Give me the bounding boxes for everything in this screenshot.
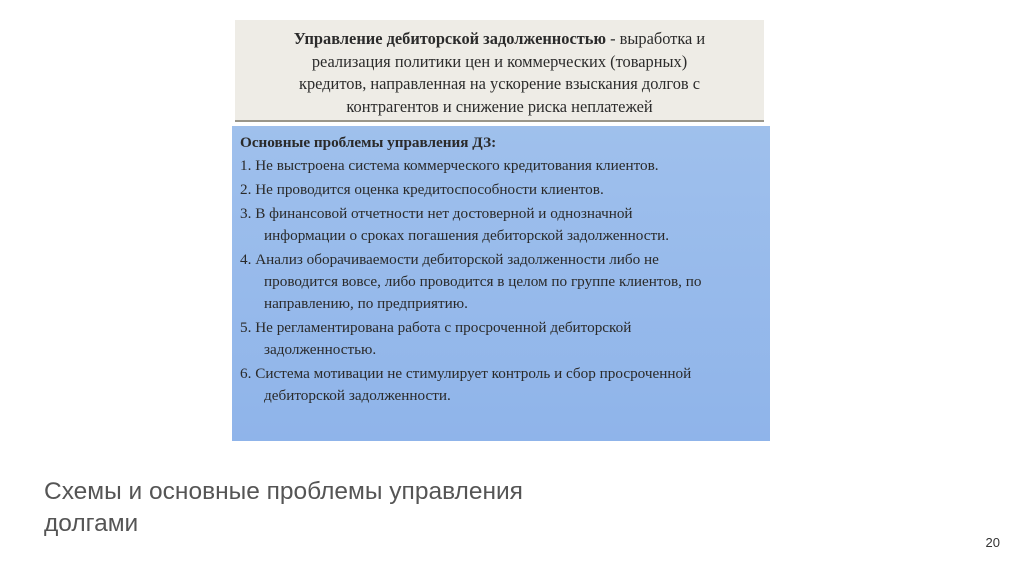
problem-item-1 bbox=[240, 155, 760, 177]
problem-item-continuation: дебиторской задолженности. bbox=[264, 387, 451, 404]
problem-item-continuation: проводится вовсе, либо проводится в целом по группе клиентов, по bbox=[264, 273, 702, 290]
caption-line-2: долгами bbox=[44, 510, 139, 537]
caption-line-1: Схемы и основные проблемы управления bbox=[44, 478, 523, 505]
problem-item-continuation: задолженностью. bbox=[264, 341, 377, 358]
problem-item-text: 4. Анализ оборачиваемости дебиторской задолженности либо не bbox=[240, 251, 659, 268]
problems-title: Основные проблемы управления ДЗ: bbox=[240, 134, 497, 151]
page-number: 20 bbox=[985, 535, 1000, 550]
definition-term: Управление дебиторской задолженностью bbox=[293, 29, 606, 48]
problem-item-6 bbox=[240, 363, 760, 407]
scheme-figure bbox=[232, 20, 770, 422]
definition-box bbox=[235, 20, 764, 122]
problem-item-2 bbox=[240, 179, 760, 201]
problem-item-text: 5. Не регламентирована работа с просроченной дебиторской bbox=[240, 319, 632, 336]
problem-item-text: 6. Система мотивации не стимулирует контроль и сбор просроченной bbox=[240, 365, 692, 382]
problem-item-4 bbox=[240, 249, 760, 315]
problem-item-text: 1. Не выстроена система коммерческого кредитования клиентов. bbox=[240, 157, 659, 174]
problem-item-continuation: информации о сроках погашения дебиторской задолженности. bbox=[264, 227, 670, 244]
definition-line-1-rest: - выработка и bbox=[605, 29, 706, 48]
problem-item-text: 3. В финансовой отчетности нет достоверной и однозначной bbox=[240, 205, 633, 222]
slide-caption bbox=[44, 476, 684, 540]
problem-item-3 bbox=[240, 203, 760, 247]
problems-box bbox=[232, 126, 770, 441]
definition-line-4: контрагентов и снижение риска неплатежей bbox=[346, 96, 653, 116]
problem-item-text: 2. Не проводится оценка кредитоспособности клиентов. bbox=[240, 181, 604, 198]
definition-line-2: реализация политики цен и коммерческих (товарных) bbox=[311, 51, 688, 71]
problem-item-5 bbox=[240, 317, 760, 361]
definition-line-1 bbox=[245, 28, 754, 51]
problem-item-continuation: направлению, по предприятию. bbox=[264, 295, 468, 312]
definition-line-3: кредитов, направленная на ускорение взыскания долгов с bbox=[298, 74, 701, 93]
